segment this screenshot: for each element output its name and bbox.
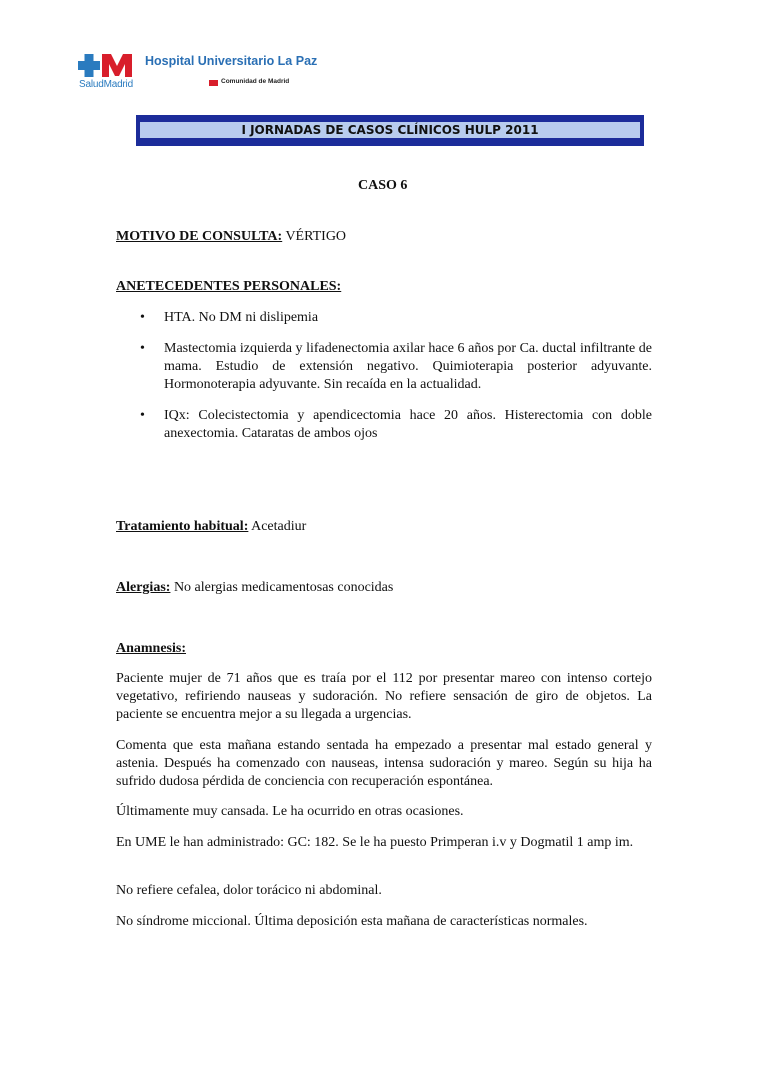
alergias-value: No alergias medicamentosas conocidas bbox=[170, 580, 394, 595]
list-item bbox=[116, 309, 652, 327]
motivo-section bbox=[116, 228, 652, 246]
antecedentes-list bbox=[116, 309, 652, 456]
title-banner bbox=[136, 115, 644, 146]
anamnesis-heading bbox=[116, 640, 652, 658]
list-item bbox=[116, 340, 652, 394]
anamnesis-label: Anamnesis: bbox=[116, 641, 187, 656]
tratamiento-section bbox=[116, 518, 652, 536]
anamnesis-paragraph: Últimamente muy cansada. Le ha ocurrido en otras ocasiones. bbox=[116, 804, 464, 819]
alergias-label: Alergias: bbox=[116, 580, 171, 595]
banner-title: I JORNADAS DE CASOS CLÍNICOS HULP 2011 bbox=[139, 121, 641, 139]
salud-madrid-text: SaludMadrid bbox=[79, 79, 133, 90]
antecedentes-heading bbox=[116, 278, 652, 296]
comunidad-madrid-text: Comunidad de Madrid bbox=[221, 78, 290, 85]
motivo-label: MOTIVO DE CONSULTA: bbox=[116, 229, 283, 244]
case-number: CASO 6 bbox=[358, 178, 408, 193]
antecedente-text: HTA. No DM ni dislipemia bbox=[164, 310, 319, 325]
antecedente-text: Mastectomia izquierda y lifadenectomia axilar hace 6 años por Ca. ductal infiltrante de mama. Estudio de extensión negativo. Quimioterapia posterior adyuvante. Hormonoterapia adyuvante. Sin recaída en la actualidad. bbox=[164, 341, 652, 392]
anamnesis-paragraph: No refiere cefalea, dolor torácico ni abdominal. bbox=[116, 883, 382, 898]
bullet-icon: • bbox=[140, 341, 145, 356]
salud-madrid-logo-icon bbox=[78, 52, 136, 80]
alergias-section bbox=[116, 579, 652, 597]
list-item bbox=[116, 407, 652, 443]
comunidad-madrid-flag-icon bbox=[209, 80, 218, 86]
anamnesis-paragraph: No síndrome miccional. Última deposición esta mañana de características normales. bbox=[116, 914, 588, 929]
anamnesis-paragraph: Paciente mujer de 71 años que es traía por el 112 por presentar mareo con intenso cortejo vegetativo, refiriendo nauseas y sudoración. No refiere sensación de giro de objetos. La paciente se encuentra mejor a su llegada a urgencias. bbox=[116, 671, 652, 722]
bullet-icon: • bbox=[140, 408, 145, 423]
antecedentes-label: ANETECEDENTES PERSONALES: bbox=[116, 279, 342, 294]
bullet-icon: • bbox=[140, 310, 145, 325]
tratamiento-value: Acetadiur bbox=[248, 519, 307, 534]
antecedente-text: IQx: Colecistectomia y apendicectomia hace 20 años. Histerectomia con doble anexectomia. Cataratas de ambos ojos bbox=[164, 408, 652, 441]
motivo-value: VÉRTIGO bbox=[282, 229, 347, 244]
hospital-name: Hospital Universitario La Paz bbox=[145, 54, 318, 68]
anamnesis-paragraph: Comenta que esta mañana estando sentada ha empezado a presentar mal estado general y astenia. Después ha comenzado con nauseas, intensa sudoración y mareo. Según su hija ha sufrido dudosa pérdida de conciencia con recuperación espontánea. bbox=[116, 738, 652, 789]
anamnesis-paragraph: En UME le han administrado: GC: 182. Se le ha puesto Primperan i.v y Dogmatil 1 amp im. bbox=[116, 835, 634, 850]
tratamiento-label: Tratamiento habitual: bbox=[116, 519, 249, 534]
